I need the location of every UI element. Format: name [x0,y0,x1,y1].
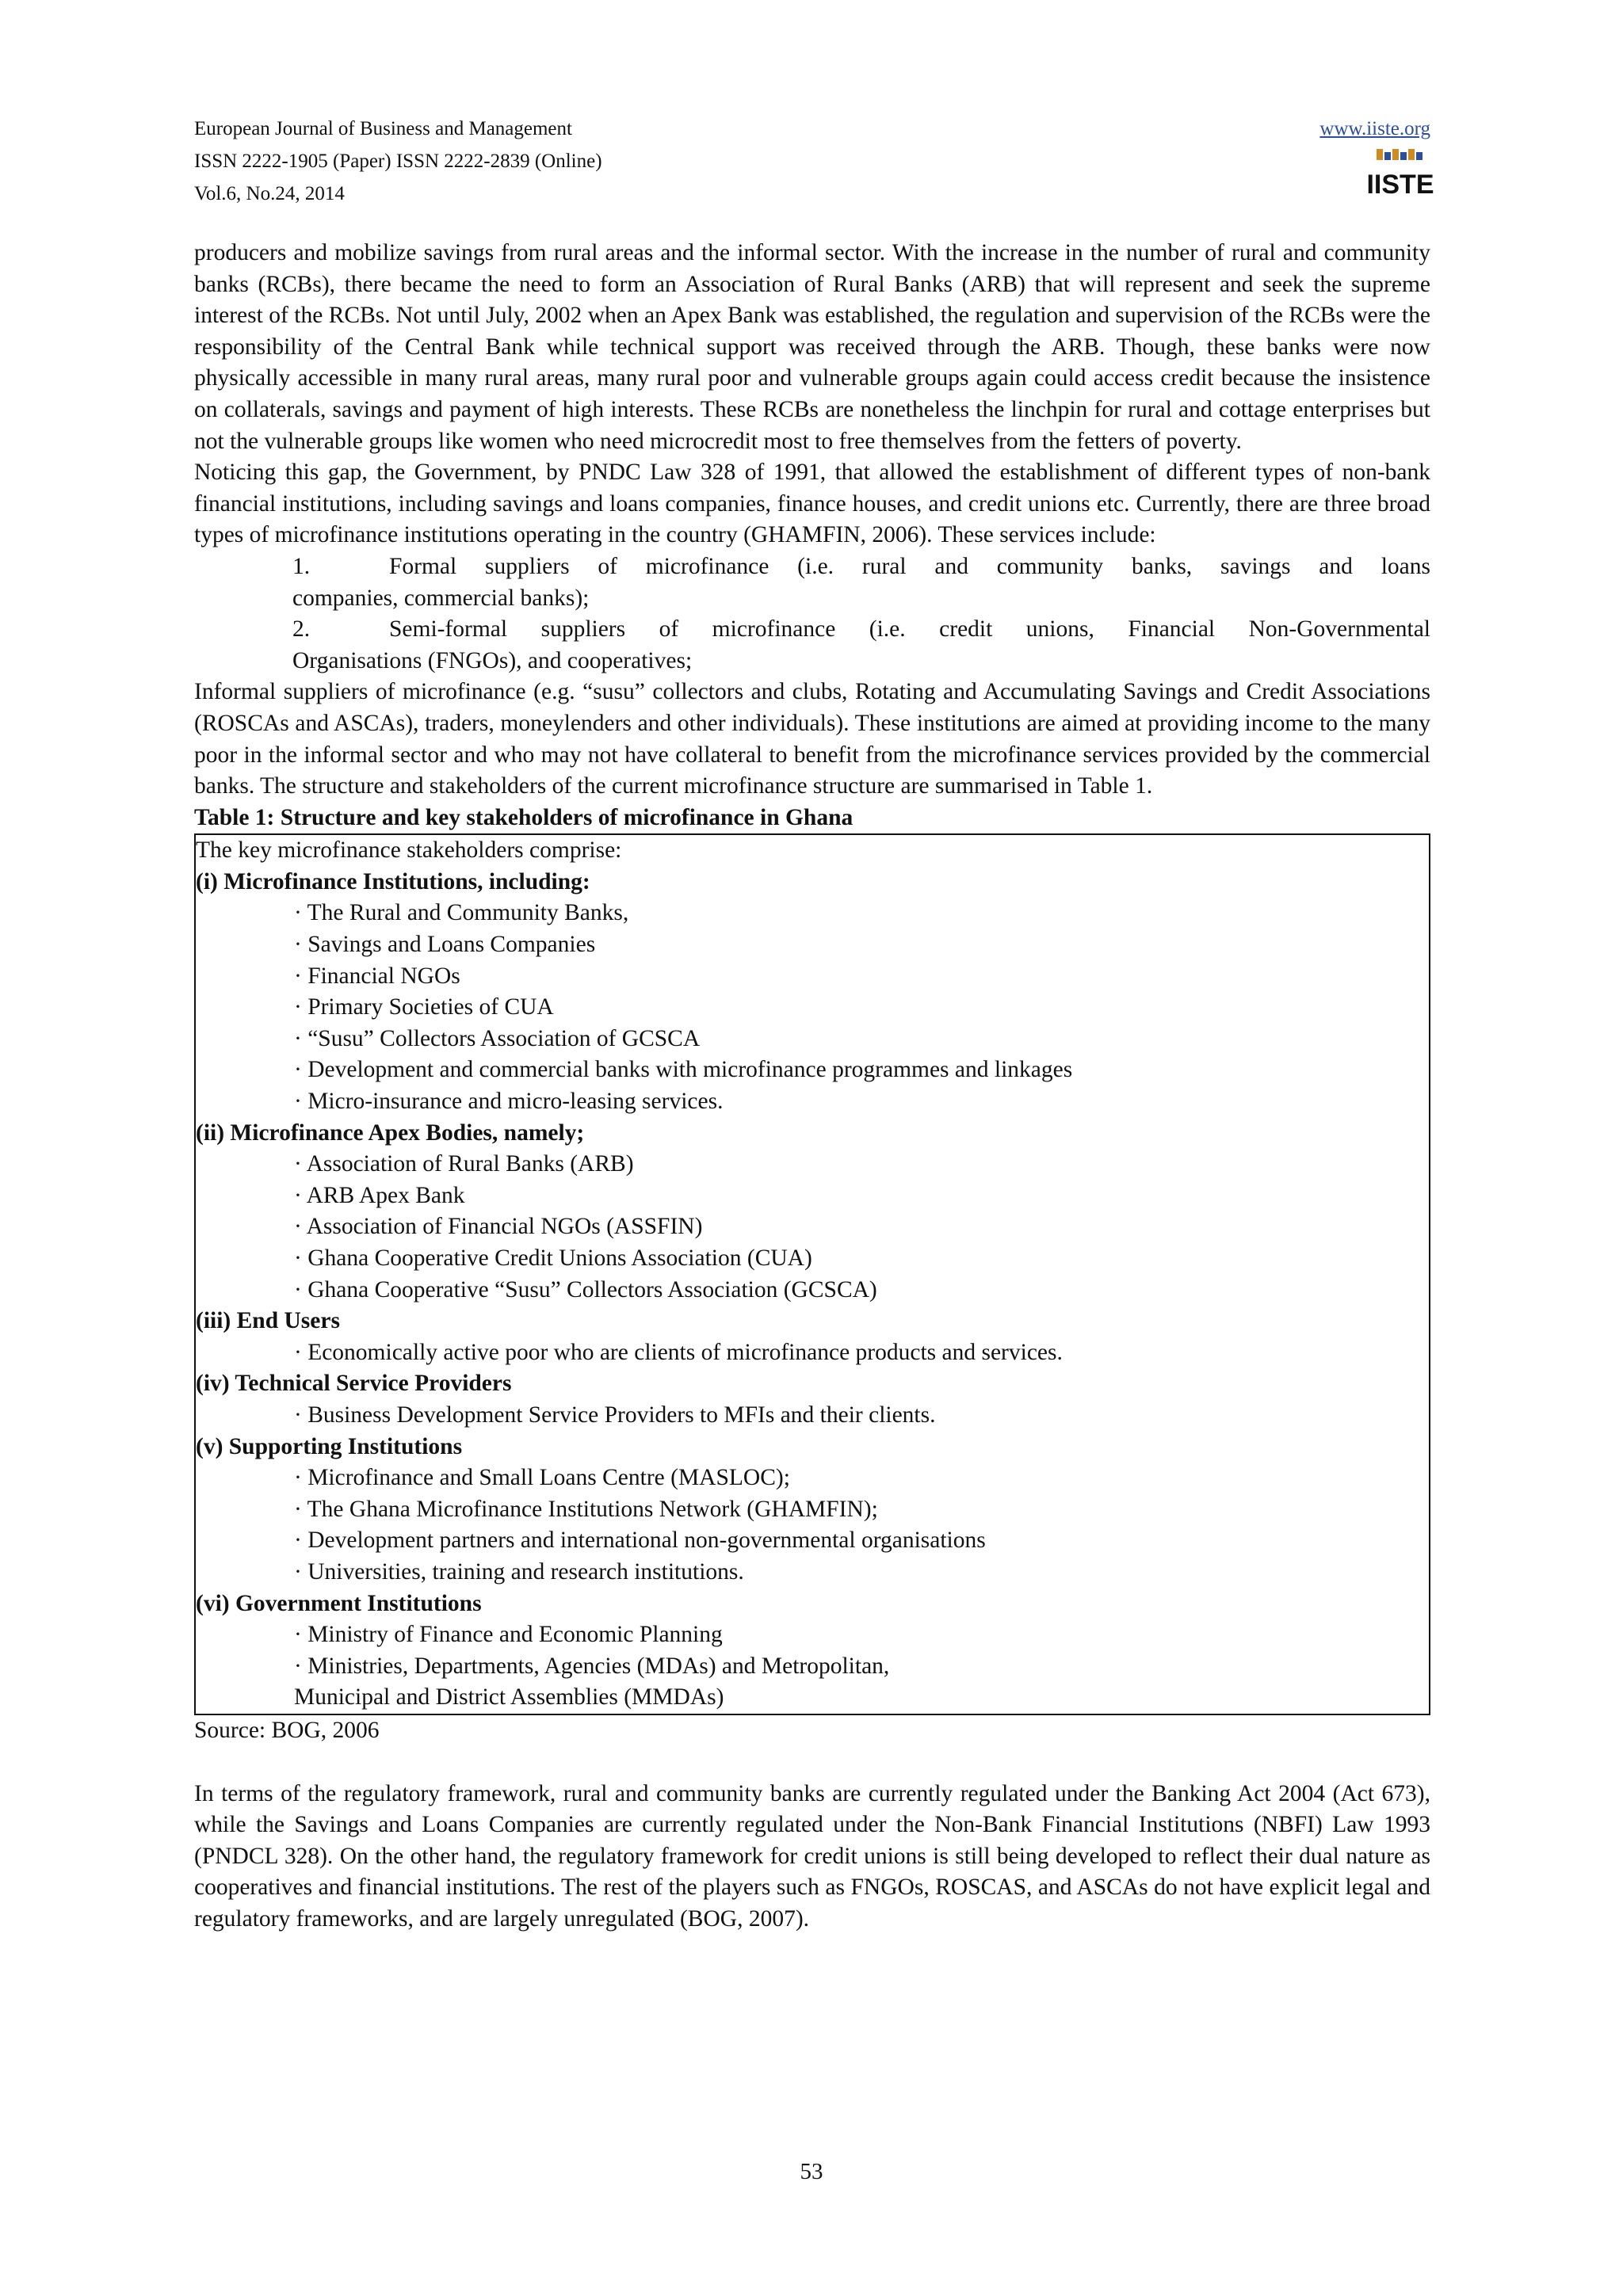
table-item: · Financial NGOs [294,963,460,989]
table-item: · Ghana Cooperative Credit Unions Association (CUA) [294,1245,812,1271]
list-number: 1. [292,553,311,579]
iiste-logo-icon [1366,147,1434,204]
list-number: 2. [292,616,311,643]
logo-text: IISTE [1366,170,1434,200]
journal-url-link[interactable]: www.iiste.org [1319,118,1430,139]
table-section-title: (i) Microfinance Institutions, including: [196,868,590,894]
table-item: · Business Development Service Providers to MFIs and their clients. [294,1402,936,1428]
issn-line: ISSN 2222-1905 (Paper) ISSN 2222-2839 (Online) [194,151,602,172]
list-item-continuation: Organisations (FNGOs), and cooperatives; [292,647,693,673]
table-item: · Microfinance and Small Loans Centre (MASLOC); [294,1465,790,1491]
table-source: Source: BOG, 2006 [194,1717,380,1743]
table-item: · Association of Rural Banks (ARB) [294,1151,634,1177]
table-section-title: (iv) Technical Service Providers [196,1371,512,1397]
table-item: · Development and commercial banks with microfinance programmes and linkages [294,1057,1073,1083]
table-item: · Association of Financial NGOs (ASSFIN) [294,1214,703,1240]
table-intro: The key microfinance stakeholders comprise: [196,837,622,864]
article-body [194,238,1430,1935]
spacer [194,1747,1430,1779]
table-item: · Development partners and international non-governmental organisations [294,1527,986,1554]
table-item: · ARB Apex Bank [294,1182,465,1208]
table-section-title: (iii) End Users [196,1308,340,1334]
list-item [292,614,1430,646]
list-item-continuation: companies, commercial banks); [292,585,590,611]
supplier-list [194,551,1430,677]
list-item [292,551,1430,583]
paragraph-4: In terms of the regulatory framework, rural and community banks are currently regulated under the Banking Act 2004 (Act 673), while the Savings and Loans Companies are currently regulated under the Non-Bank Financial Institutions (NBFI) Law 1993 (PNDCL 328). On the other hand, the regulatory framework for credit unions is still being developed to reflect their dual nature as cooperatives and financial institutions. The rest of the players such as FNGOs, ROSCAS, and ASCAs do not have explicit legal and regulatory frameworks, and are largely unregulated (BOG, 2007). [194,1780,1430,1932]
table-item: · Universities, training and research institutions. [294,1558,744,1585]
paragraph-2: Noticing this gap, the Government, by PNDC Law 328 of 1991, that allowed the establishment of different types of non-bank financial institutions, including savings and loans companies, finance houses, and credit unions etc. Currently, there are three broad types of microfinance institutions operating in the country (GHAMFIN, 2006). These services include: [194,460,1430,548]
page-number: 53 [800,2159,823,2184]
volume-line: Vol.6, No.24, 2014 [194,183,345,204]
table-section-title: (ii) Microfinance Apex Bodies, namely; [196,1119,585,1146]
table-item: · Ministry of Finance and Economic Planning [294,1622,723,1648]
table-section-title: (v) Supporting Institutions [196,1433,463,1459]
journal-name: European Journal of Business and Management [194,118,572,139]
table-item: · The Ghana Microfinance Institutions Network (GHAMFIN); [294,1496,878,1522]
table-item: · Primary Societies of CUA [294,994,554,1020]
table-item: · The Rural and Community Banks, [294,900,629,926]
table-caption: Table 1: Structure and key stakeholders of microfinance in Ghana [194,804,854,830]
paragraph-3: Informal suppliers of microfinance (e.g. “susu” collectors and clubs, Rotating and Accumulating Savings and Credit Associations (ROSCAs and ASCAs), traders, moneylenders and other individuals). These institutions are aimed at providing income to the many poor in the informal sector and who may not have collateral to benefit from the microfinance services provided by the commercial banks. The structure and stakeholders of the current microfinance structure are summarised in Table 1. [194,679,1430,799]
table-item: · Savings and Loans Companies [294,932,596,958]
table-item: Municipal and District Assemblies (MMDAs) [294,1684,724,1711]
running-header [194,113,1430,210]
stakeholder-table [194,833,1430,1715]
table-item: · Micro-insurance and micro-leasing services. [294,1089,724,1115]
table-item: · Ghana Cooperative “Susu” Collectors Association (GCSCA) [294,1276,877,1302]
table-item: · Ministries, Departments, Agencies (MDAs) and Metropolitan, [294,1653,890,1679]
table-section-title: (vi) Government Institutions [196,1590,482,1616]
table-item: · “Susu” Collectors Association of GCSCA [294,1025,701,1051]
paragraph-1: producers and mobilize savings from rural areas and the informal sector. With the increase in the number of rural and community banks (RCBs), there became the need to form an Association of Rural Banks (ARB) that will represent and seek the supreme interest of the RCBs. Not until July, 2002 when an Apex Bank was established, the regulation and supervision of the RCBs were the responsibility of the Central Bank while technical support was received through the ARB. Though, these banks were now physically accessible in many rural areas, many rural poor and vulnerable groups again could access credit because the insistence on collaterals, savings and payment of high interests. These RCBs are nonetheless the linchpin for rural and cottage enterprises but not the vulnerable groups like women who need microcredit most to free themselves from the fetters of poverty. [194,240,1430,454]
table-item: · Economically active poor who are clients of microfinance products and services. [294,1339,1063,1365]
list-item-text: Formal suppliers of microfinance (i.e. rural and community banks, savings and loans [389,553,1430,579]
list-item-text: Semi-formal suppliers of microfinance (i.e. credit unions, Financial Non-Governmental [389,616,1430,643]
